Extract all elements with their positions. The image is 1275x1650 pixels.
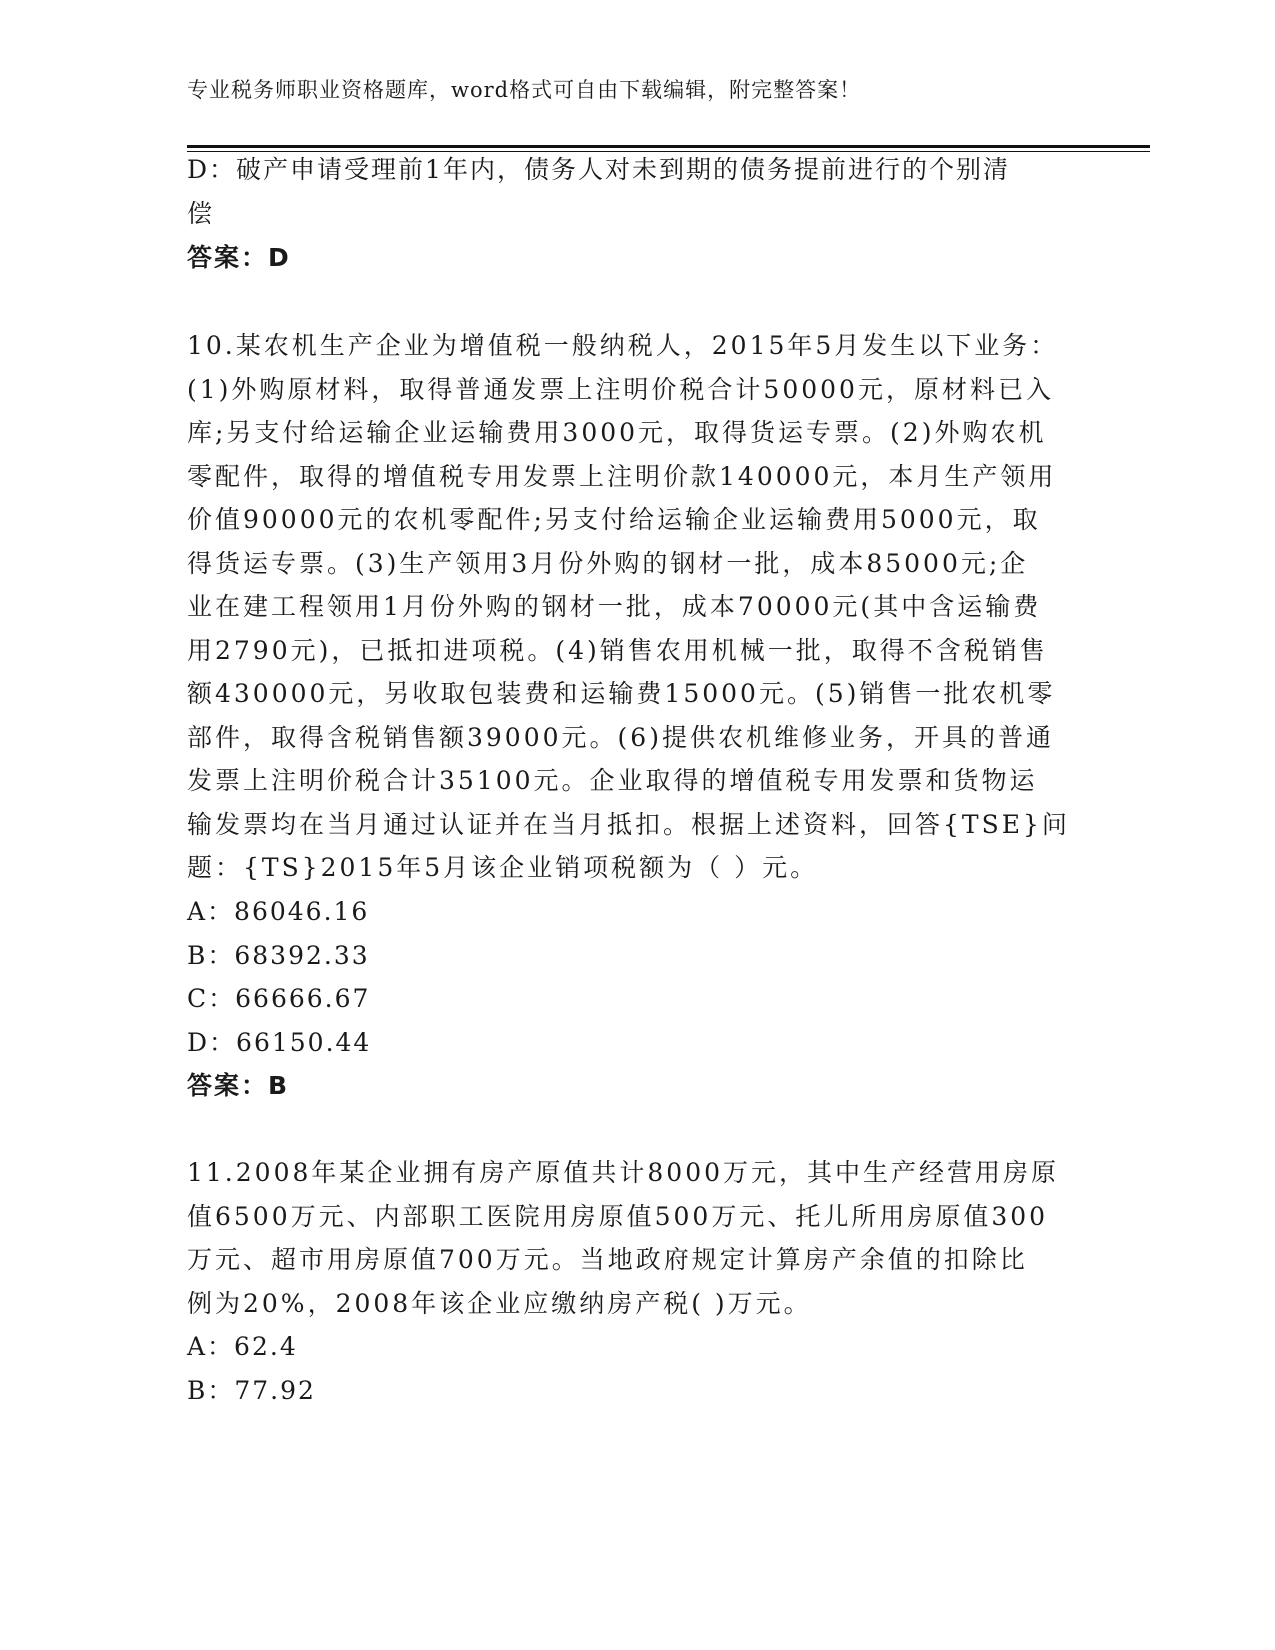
page-header: 专业税务师职业资格题库，word格式可自由下载编辑，附完整答案！	[187, 78, 862, 102]
prev-option-d-line-1: D：破产申请受理前1年内，债务人对未到期的债务提前进行的个别清	[187, 155, 1010, 184]
q11-line: 值6500万元、内部职工医院用房原值500万元、托儿所用房原值300	[187, 1202, 1049, 1231]
q10-line: 部件，取得含税销售额39000元。(6)提供农机维修业务，开具的普通	[187, 723, 1054, 752]
q10-line: (1)外购原材料，取得普通发票上注明价税合计50000元，原材料已入	[187, 375, 1054, 404]
q10-line: 业在建工程领用1月份外购的钢材一批，成本70000元(其中含运输费	[187, 592, 1042, 621]
header-divider-thick	[187, 145, 1150, 148]
q10-line: 10.某农机生产企业为增值税一般纳税人，2015年5月发生以下业务：	[187, 331, 1059, 360]
prev-answer: 答案：D	[187, 243, 291, 272]
q10-option-a: A：86046.16	[187, 897, 370, 926]
q10-option-c: C：66666.67	[187, 984, 371, 1013]
q10-answer: 答案：B	[187, 1071, 290, 1100]
q10-line: 发票上注明价税合计35100元。企业取得的增值税专用发票和货物运	[187, 766, 1038, 795]
q10-line: 库;另支付给运输企业运输费用3000元，取得货运专票。(2)外购农机	[187, 418, 1047, 447]
prev-option-d-line-2: 偿	[187, 199, 215, 228]
q10-line: 得货运专票。(3)生产领用3月份外购的钢材一批，成本85000元;企	[187, 549, 1029, 578]
q10-line: 额430000元，另收取包装费和运输费15000元。(5)销售一批农机零	[187, 679, 1056, 708]
q10-option-d: D：66150.44	[187, 1028, 372, 1057]
q10-option-b: B：68392.33	[187, 941, 370, 970]
q10-line: 输发票均在当月通过认证并在当月抵扣。根据上述资料，回答{TSE}问	[187, 810, 1070, 839]
q11-line: 11.2008年某企业拥有房产原值共计8000万元，其中生产经营用房原	[187, 1158, 1060, 1187]
q11-line: 万元、超市用房原值700万元。当地政府规定计算房产余值的扣除比	[187, 1245, 1028, 1274]
q10-line: 题：{TS}2015年5月该企业销项税额为（ ）元。	[187, 853, 819, 882]
q11-option-b: B：77.92	[187, 1376, 316, 1405]
q11-option-a: A：62.4	[187, 1332, 298, 1361]
q10-line: 用2790元)，已抵扣进项税。(4)销售农用机械一批，取得不含税销售	[187, 636, 1048, 665]
q10-line: 零配件，取得的增值税专用发票上注明价款140000元，本月生产领用	[187, 462, 1057, 491]
q11-line: 例为20%，2008年该企业应缴纳房产税( )万元。	[187, 1289, 812, 1318]
header-divider-thin	[187, 151, 1150, 152]
q10-line: 价值90000元的农机零配件;另支付给运输企业运输费用5000元，取	[187, 505, 1041, 534]
